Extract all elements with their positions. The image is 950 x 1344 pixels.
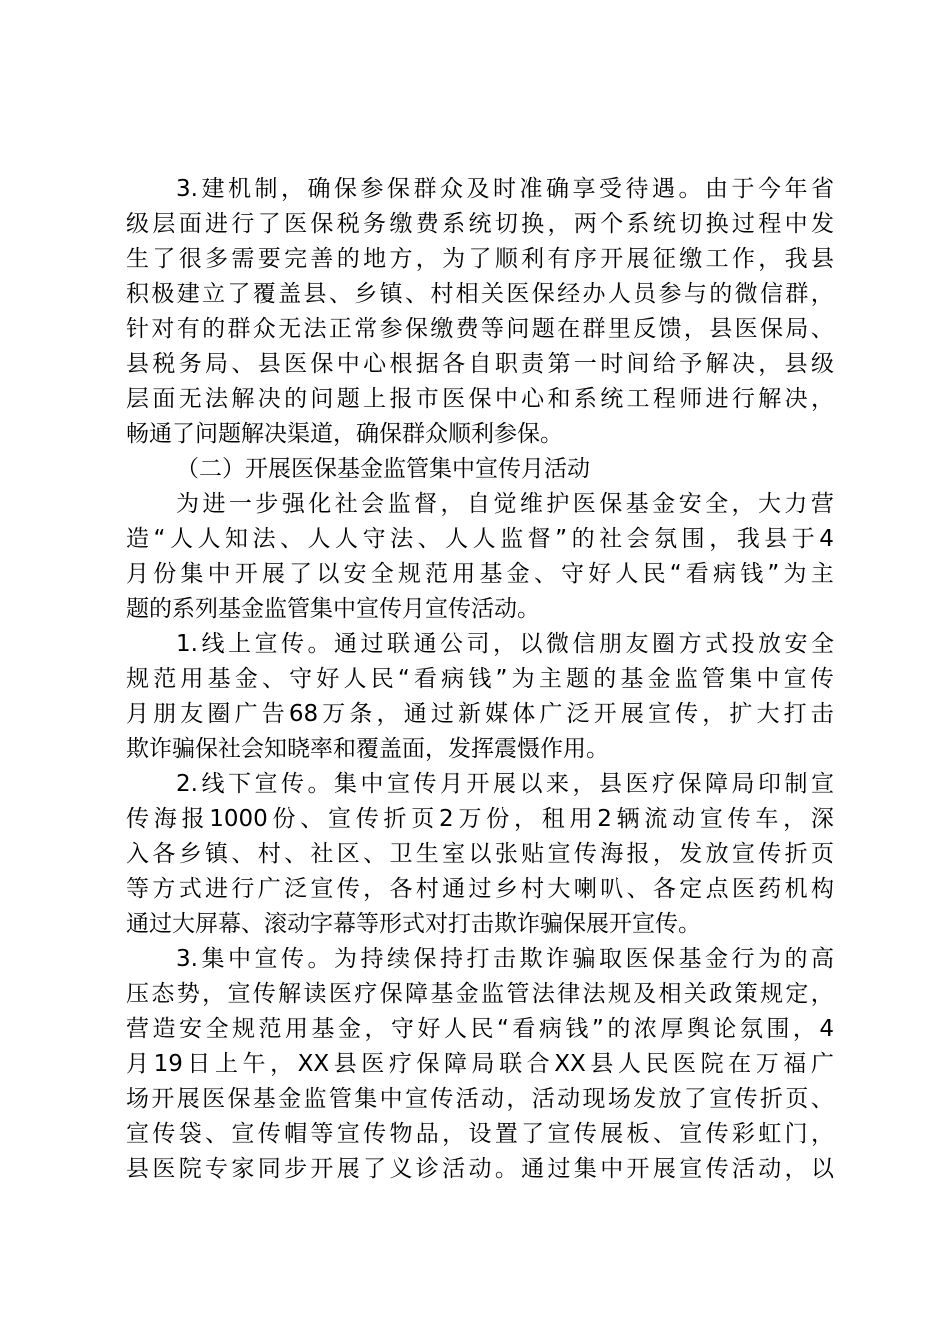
text-line: 传 海 报 1000 份 、 宣 传 折 页 2 万 份 ， 租 用 2 辆 流 动 宣 传 车 ， 深 xyxy=(126,806,834,832)
text-line: 生 了 很 多 需 要 完 善 的 地 方 ， 为 了 顺 利 有 序 开 展 征 缴 工 作 ， 我 县 xyxy=(126,246,834,272)
section-heading xyxy=(126,452,834,487)
text-line: 畅通了问题解决渠道，确保群众顺利参保。 xyxy=(126,421,563,447)
text-line: 等 方 式 进 行 广 泛 宣 传 ， 各 村 通 过 乡 村 大 喇 叭 、 各 定 点 医 药 机 构 xyxy=(126,876,834,902)
text-line: 造 “ 人 人 知 法 、 人 人 守 法 、 人 人 监 督 ” 的 社 会 氛 围 ， 我 县 于 4 xyxy=(126,526,834,552)
text-line: 积 极 建 立 了 覆 盖 县 、 乡 镇 、 村 相 关 医 保 经 办 人 员 参 与 的 微 信 群 ， xyxy=(126,281,834,307)
text-line: 1. 线 上 宣 传 。 通 过 联 通 公 司 ， 以 微 信 朋 友 圈 方 式 投 放 安 全 xyxy=(176,631,834,657)
text-line: 压 态 势 ， 宣 传 解 读 医 疗 保 障 基 金 监 管 法 律 法 规 及 相 关 政 策 规 定 ， xyxy=(126,981,834,1007)
text-line: 题的系列基金监管集中宣传月宣传活动。 xyxy=(126,596,540,622)
text-line: 2. 线 下 宣 传 。 集 中 宣 传 月 开 展 以 来 ， 县 医 疗 保 障 局 印 制 宣 xyxy=(176,771,834,797)
body-paragraph xyxy=(126,942,834,1187)
text-line: 营 造 安 全 规 范 用 基 金 ， 守 好 人 民 “ 看 病 钱 ” 的 浓 厚 舆 论 氛 围 ， 4 xyxy=(126,1016,834,1042)
text-line: 县 医 院 专 家 同 步 开 展 了 义 诊 活 动 。 通 过 集 中 开 展 宣 传 活 动 ， 以 xyxy=(126,1156,834,1182)
text-line: 宣 传 袋 、 宣 传 帽 等 宣 传 物 品 ， 设 置 了 宣 传 展 板 、 宣 传 彩 虹 门 ， xyxy=(126,1121,834,1147)
text-line: 入 各 乡 镇 、 村 、 社 区 、 卫 生 室 以 张 贴 宣 传 海 报 ， 发 放 宣 传 折 页 xyxy=(126,841,834,867)
text-line: 欺诈骗保社会知晓率和覆盖面，发挥震慑作用。 xyxy=(126,736,609,762)
text-line: （二）开展医保基金监管集中宣传月活动 xyxy=(176,456,590,482)
text-line: 场 开 展 医 保 基 金 监 管 集 中 宣 传 活 动 ， 活 动 现 场 发 放 了 宣 传 折 页 、 xyxy=(126,1086,834,1112)
body-paragraph xyxy=(126,627,834,767)
text-line: 级 层 面 进 行 了 医 保 税 务 缴 费 系 统 切 换 ， 两 个 系 统 切 换 过 程 中 发 xyxy=(126,211,834,237)
text-line: 县 税 务 局 、 县 医 保 中 心 根 据 各 自 职 责 第 一 时 间 给 予 解 决 ， 县 级 xyxy=(126,351,834,377)
text-line: 针 对 有 的 群 众 无 法 正 常 参 保 缴 费 等 问 题 在 群 里 反 馈 ， 县 医 保 局 、 xyxy=(126,316,834,342)
text-line: 层 面 无 法 解 决 的 问 题 上 报 市 医 保 中 心 和 系 统 工 程 师 进 行 解 决 ， xyxy=(126,386,834,412)
text-line: 3. 建 机 制 ， 确 保 参 保 群 众 及 时 准 确 享 受 待 遇 。 由 于 今 年 省 xyxy=(176,176,834,202)
text-line: 月 19 日 上 午 ， XX 县 医 疗 保 障 局 联 合 XX 县 人 民 医 院 在 万 福 广 xyxy=(126,1051,834,1077)
text-line: 为 进 一 步 强 化 社 会 监 督 ， 自 觉 维 护 医 保 基 金 安 全 ， 大 力 营 xyxy=(176,491,834,517)
text-line: 月 份 集 中 开 展 了 以 安 全 规 范 用 基 金 、 守 好 人 民 “ 看 病 钱 ” 为 主 xyxy=(126,561,834,587)
body-paragraph xyxy=(126,172,834,452)
text-line: 月 朋 友 圈 广 告 68 万 条 ， 通 过 新 媒 体 广 泛 开 展 宣 传 ， 扩 大 打 击 xyxy=(126,701,834,727)
text-line: 通过大屏幕、滚动字幕等形式对打击欺诈骗保展开宣传。 xyxy=(126,911,701,937)
text-line: 规 范 用 基 金 、 守 好 人 民 “ 看 病 钱 ” 为 主 题 的 基 金 监 管 集 中 宣 传 xyxy=(126,666,834,692)
document-page xyxy=(126,172,834,1187)
body-paragraph xyxy=(126,487,834,627)
text-line: 3. 集 中 宣 传 。 为 持 续 保 持 打 击 欺 诈 骗 取 医 保 基 金 行 为 的 高 xyxy=(176,946,834,972)
body-paragraph xyxy=(126,767,834,942)
